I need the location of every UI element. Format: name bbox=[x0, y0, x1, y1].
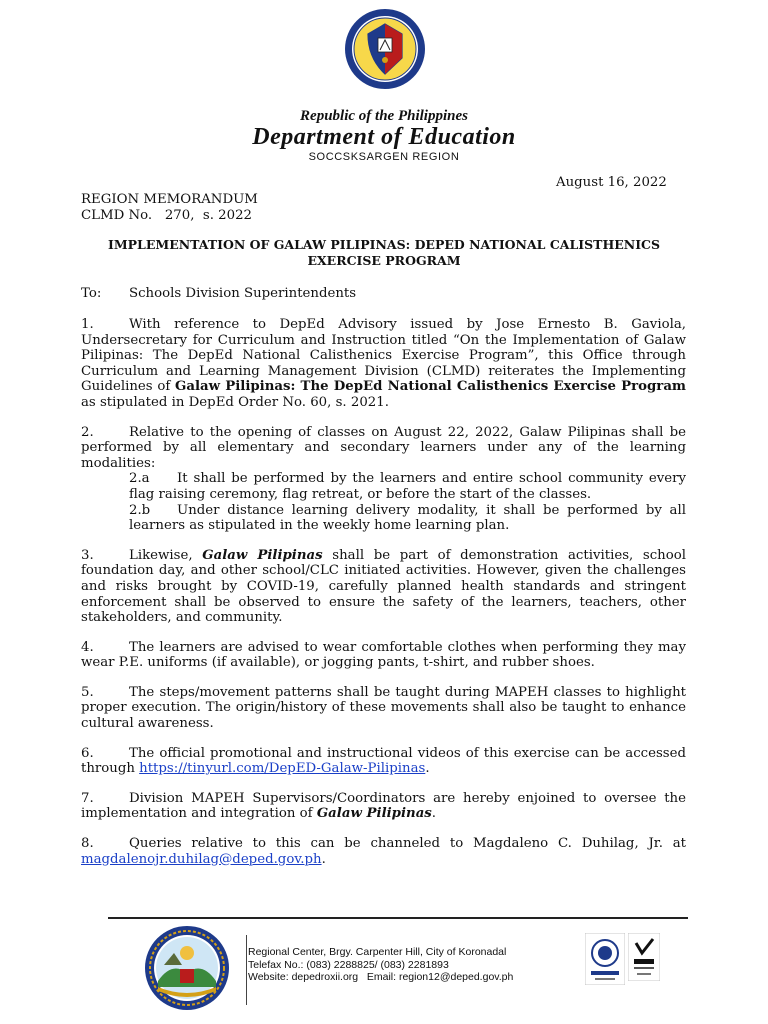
region-heading: SOCCSKSARGEN REGION bbox=[308, 151, 460, 163]
footer-website-email: Website: depedroxii.org Email: region12@deped.gov.ph bbox=[248, 971, 514, 983]
program-name: Galaw Pilipinas bbox=[316, 806, 432, 822]
footer-separator bbox=[246, 935, 247, 1005]
socotec-certification-icon bbox=[585, 933, 625, 985]
paragraph-number: 2. bbox=[81, 424, 94, 440]
videos-link[interactable]: https://tinyurl.com/DepED-Galaw-Pilipinas bbox=[139, 761, 426, 777]
paragraph-text: . bbox=[425, 761, 430, 777]
paragraph-text: . bbox=[321, 851, 326, 867]
memo-title: IMPLEMENTATION OF GALAW PILIPINAS: DEPED NATIONAL CALISTHENICS EXERCISE PROGRAM bbox=[107, 237, 661, 268]
paragraph-text: Likewise, bbox=[129, 547, 203, 563]
paragraph-number: 1. bbox=[81, 317, 94, 332]
paragraph-2 bbox=[81, 425, 686, 534]
paragraph-text: The learners are advised to wear comfortable clothes when performing they may wear P.E. uniforms (if available), or jogging pants, t-shirt, and rubber shoes. bbox=[81, 639, 686, 671]
paragraph-text: Relative to the opening of classes on August 22, 2022, Galaw Pilipinas shall be performed by all elementary and secondary learners under any of the learning modalities: bbox=[81, 424, 686, 471]
memo-number: CLMD No. 270, s. 2022 bbox=[81, 208, 252, 223]
paragraph-number: 5. bbox=[81, 684, 94, 700]
footer-address: Regional Center, Brgy. Carpenter Hill, City of Koronadal bbox=[248, 946, 507, 958]
paragraph-text: shall be part of demonstration activities, school foundation day, and other school/CLC initiated activities. However, given the challenges and risks brought by COVID-19, carefully planned health standards and stringent enforcement shall be observed to ensure the safety of the learners, teachers, other stakeholders, and community. bbox=[81, 547, 686, 626]
memo-recipient bbox=[81, 286, 356, 301]
memo-type: REGION MEMORANDUM bbox=[81, 192, 258, 207]
regional-office-logo-icon bbox=[144, 925, 230, 1011]
paragraph-5 bbox=[81, 685, 686, 732]
contact-email-link[interactable]: magdalenojr.duhilag@deped.gov.ph bbox=[81, 851, 322, 867]
program-name: Galaw Pilipinas: The DepEd National Calisthenics Exercise Program bbox=[175, 379, 687, 395]
footer-telefax: Telefax No.: (083) 2288825/ (083) 2281893 bbox=[248, 958, 449, 971]
paragraph-3 bbox=[81, 548, 686, 626]
paragraph-text: Queries relative to this can be channeled to Magdaleno C. Duhilag, Jr. at bbox=[129, 836, 686, 852]
paragraph-8 bbox=[81, 836, 686, 867]
paragraph-4 bbox=[81, 640, 686, 671]
paragraph-text: The steps/movement patterns shall be taught during MAPEH classes to highlight proper execution. The origin/history of these movements shall also be taught to enhance cultural awareness. bbox=[81, 684, 686, 732]
paragraph-1 bbox=[81, 317, 686, 411]
footer-contact bbox=[248, 946, 513, 984]
deped-seal-icon bbox=[344, 8, 426, 90]
paragraph-number: 8. bbox=[81, 836, 94, 852]
memo-body bbox=[81, 317, 686, 881]
republic-heading: Republic of the Philippines bbox=[300, 108, 468, 124]
paragraph-text: The official promotional and instructional videos of this exercise can be accessed through bbox=[81, 745, 686, 777]
paragraph-number: 6. bbox=[81, 745, 94, 761]
to-value: Schools Division Superintendents bbox=[129, 286, 357, 301]
subitem-number: 2.a bbox=[129, 471, 150, 487]
subitem-number: 2.b bbox=[129, 502, 151, 518]
subitem-2b bbox=[129, 503, 686, 534]
paragraph-6 bbox=[81, 746, 686, 777]
paragraph-text: . bbox=[431, 806, 437, 822]
program-name: Galaw Pilipinas bbox=[202, 547, 323, 563]
subitem-2a bbox=[129, 471, 686, 502]
subitem-text: Under distance learning delivery modality, it shall be performed by all learners as stipulated in the weekly home learning plan. bbox=[129, 502, 686, 534]
paragraph-7 bbox=[81, 791, 686, 822]
paragraph-number: 4. bbox=[81, 639, 94, 655]
department-heading: Department of Education bbox=[252, 124, 516, 150]
paragraph-text: as stipulated in DepEd Order No. 60, s. 2021. bbox=[81, 394, 389, 410]
paragraph-number: 7. bbox=[81, 790, 94, 806]
ukas-certification-icon bbox=[628, 933, 660, 981]
paragraph-number: 3. bbox=[81, 547, 94, 563]
memo-meta bbox=[81, 192, 258, 224]
to-label: To: bbox=[81, 286, 102, 301]
footer-divider bbox=[108, 917, 688, 919]
paragraph-text: With reference to DepEd Advisory issued by Jose Ernesto B. Gaviola, Undersecretary for Curriculum and Instruction titled “On the Implementation of Galaw Pilipinas: The DepEd National Calisthenics Exercise Program”, this Office through Curriculum and Learning Management Division (CLMD) reiterates the Implementing Guidelines of bbox=[81, 317, 686, 395]
memo-date: August 16, 2022 bbox=[556, 175, 667, 190]
paragraph-text: Division MAPEH Supervisors/Coordinators are hereby enjoined to oversee the implementation and integration of bbox=[81, 790, 686, 822]
subitem-text: It shall be performed by the learners and entire school community every flag raising ceremony, flag retreat, or before the start of the classes. bbox=[129, 471, 686, 502]
